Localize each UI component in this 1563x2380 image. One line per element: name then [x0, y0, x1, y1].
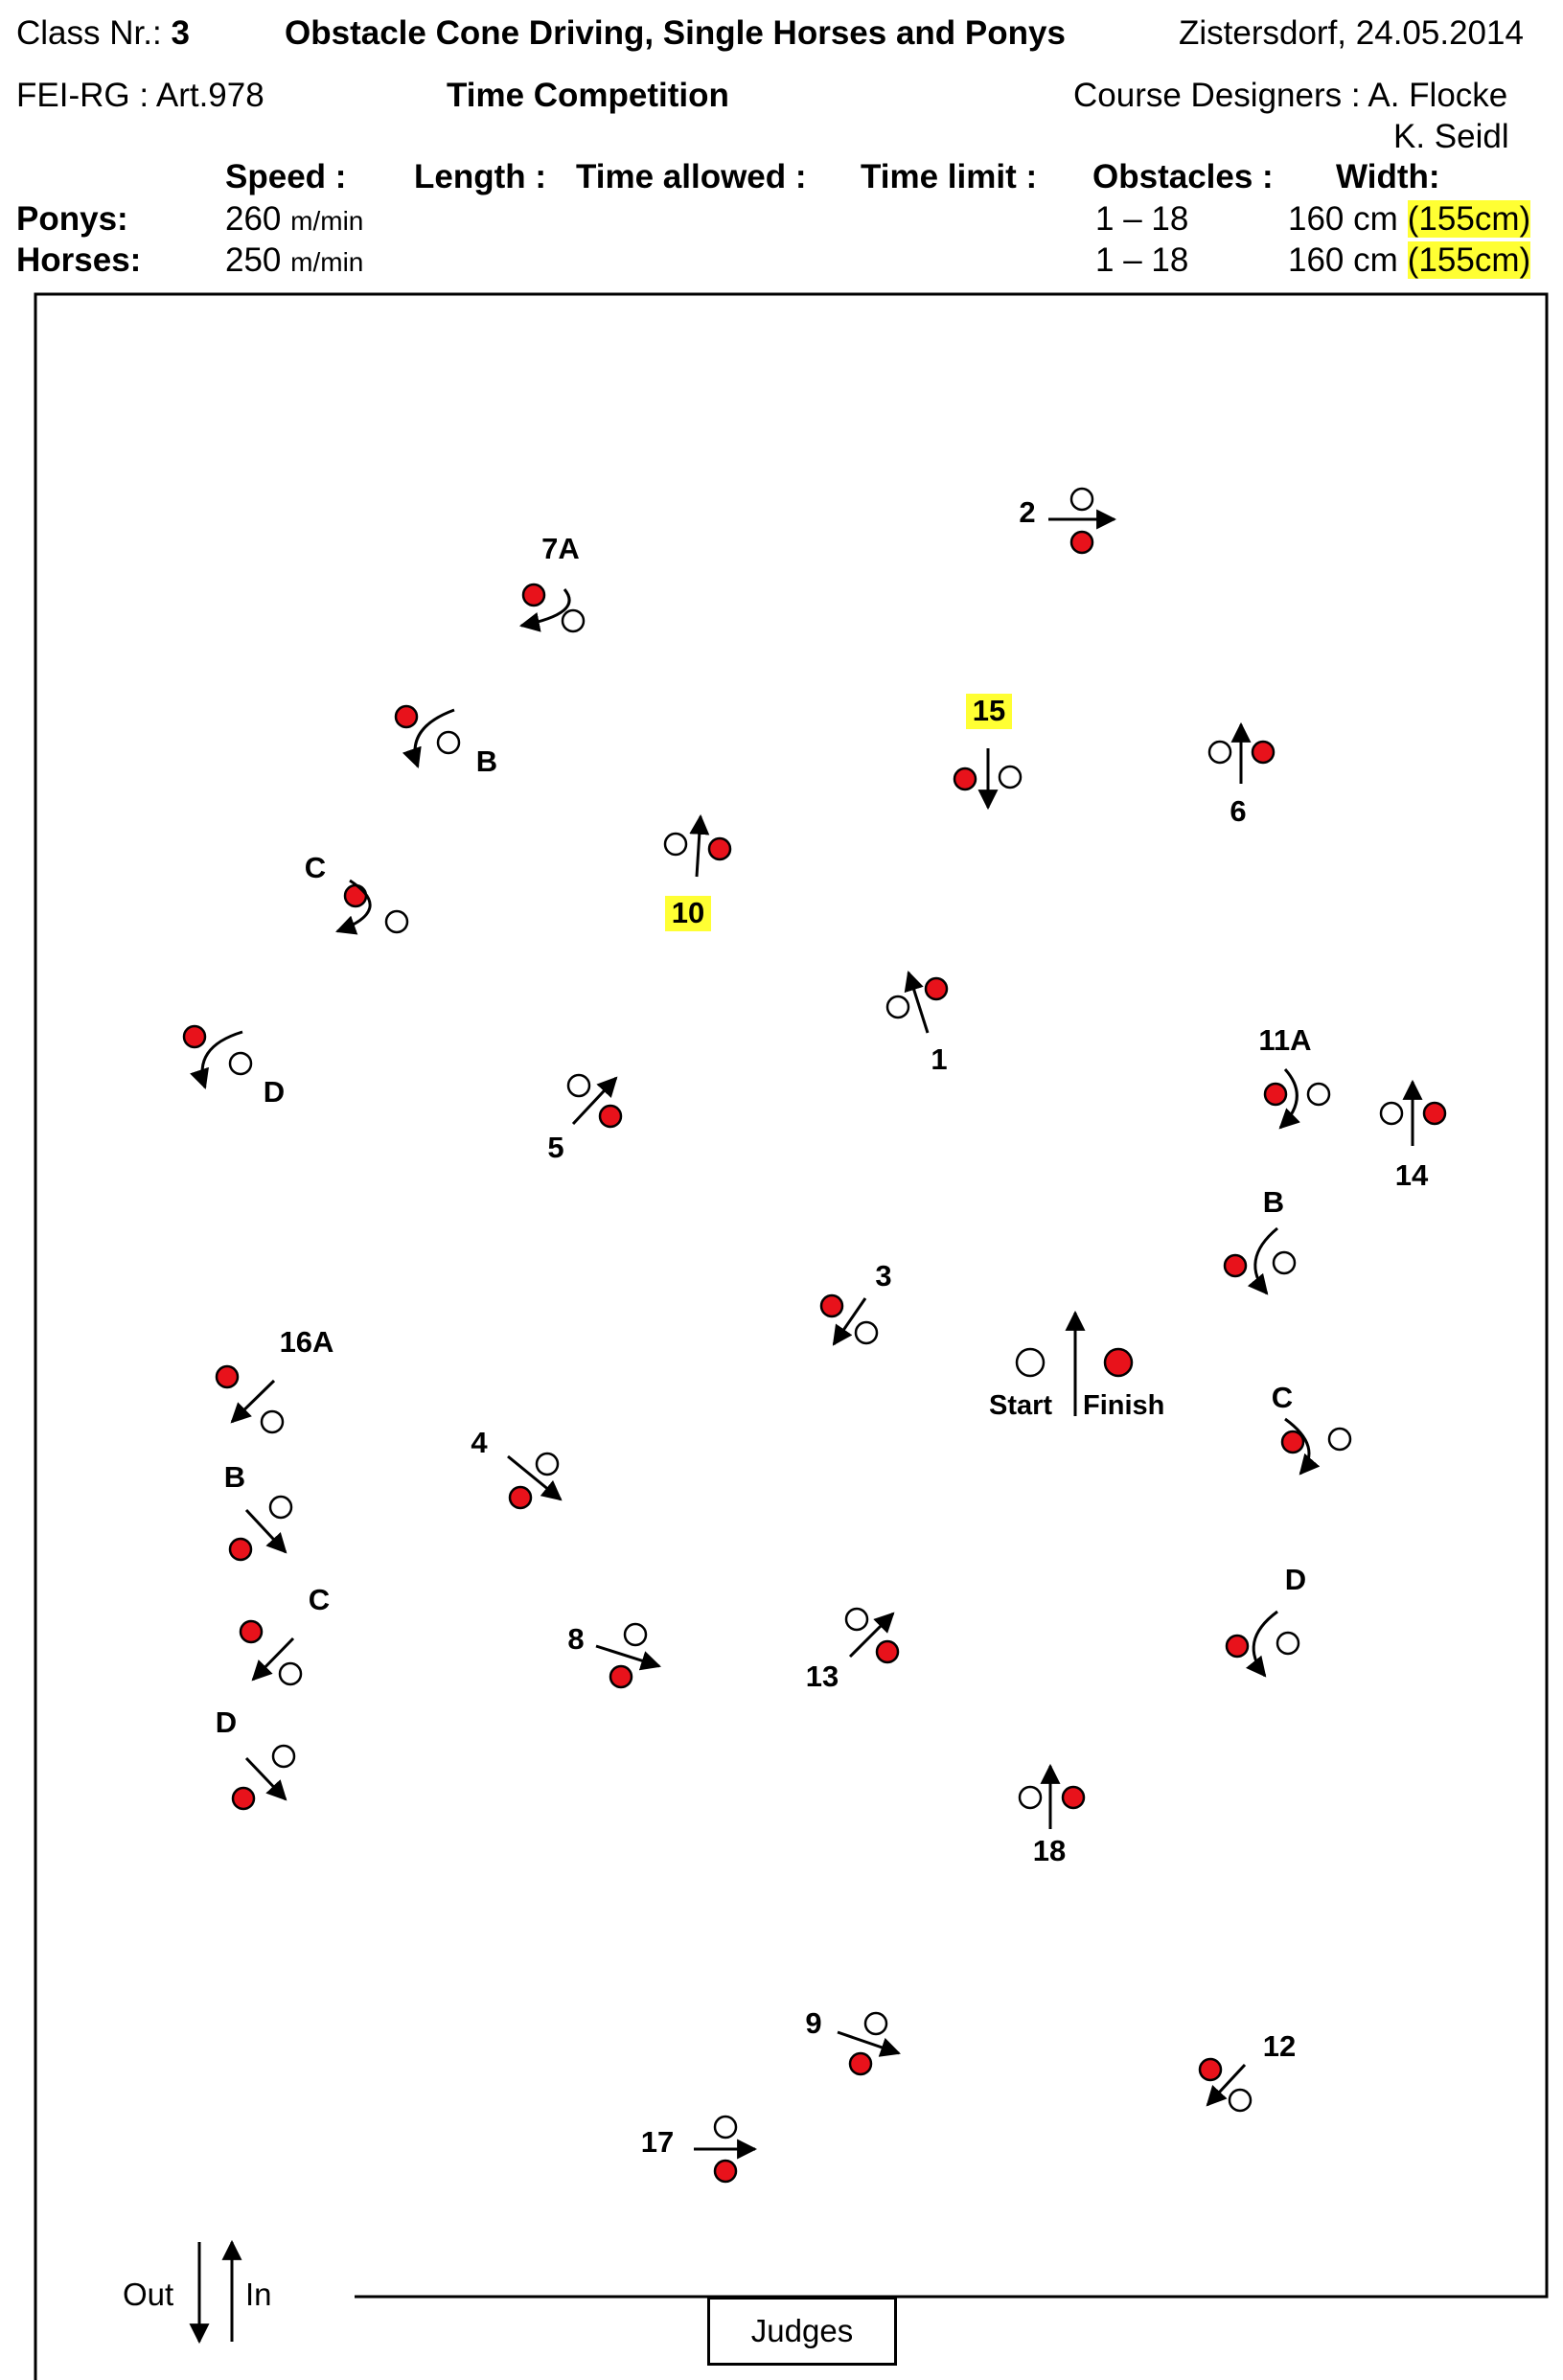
- obstacles-layer: [184, 489, 1445, 2182]
- obstacle-11b-label: B: [1262, 1185, 1285, 1219]
- obstacle-10-red-cone: [709, 838, 730, 859]
- obstacle-7c-white-cone: [386, 911, 407, 932]
- obstacle-6-label: 6: [1230, 794, 1247, 828]
- obstacle-14: [1381, 1082, 1445, 1192]
- obstacle-16d-label: D: [215, 1705, 238, 1739]
- obstacle-7b: [396, 706, 497, 778]
- obstacle-8-label: 8: [567, 1622, 585, 1656]
- obstacle-15-red-cone: [954, 768, 976, 790]
- obstacle-16c: [241, 1583, 330, 1684]
- obstacle-16c-red-cone: [241, 1621, 262, 1642]
- obstacle-8-direction-arrow: [596, 1646, 659, 1666]
- speed-header: Speed :: [225, 158, 347, 195]
- length-header: Length :: [414, 158, 547, 195]
- obstacle-16b-label: B: [223, 1460, 246, 1494]
- obstacle-4: [471, 1426, 561, 1508]
- obstacle-4-white-cone: [537, 1453, 558, 1475]
- obstacle-17: [641, 2117, 755, 2182]
- time-allowed-header: Time allowed :: [576, 158, 807, 195]
- obstacle-11c-label: C: [1271, 1381, 1294, 1414]
- obstacle-7b-red-cone: [396, 706, 417, 727]
- obstacle-16a-label: 16A: [279, 1325, 334, 1359]
- obstacle-7a-label: 7A: [541, 532, 580, 565]
- obstacle-11c: [1272, 1381, 1350, 1474]
- width-header: Width:: [1336, 158, 1440, 195]
- obstacle-16d: [216, 1705, 294, 1809]
- obstacle-15-label: 15: [972, 694, 1006, 727]
- obstacle-13: [806, 1609, 898, 1693]
- obstacle-14-label: 14: [1394, 1158, 1429, 1192]
- obstacle-7d-red-cone: [184, 1026, 205, 1047]
- obstacle-12-red-cone: [1200, 2059, 1221, 2080]
- obstacle-8: [567, 1622, 659, 1687]
- obstacle-6-red-cone: [1253, 742, 1274, 763]
- obstacle-11d-red-cone: [1227, 1636, 1248, 1657]
- class-label: Class Nr.:: [16, 14, 162, 52]
- obstacle-7a-red-cone: [523, 584, 544, 606]
- obstacle-16a-red-cone: [217, 1366, 238, 1387]
- obstacle-7c-red-cone: [345, 885, 366, 906]
- obstacle-8-white-cone: [625, 1624, 646, 1645]
- obstacle-8-red-cone: [610, 1666, 632, 1687]
- obstacle-1-white-cone: [887, 996, 908, 1018]
- place-date: Zistersdorf, 24.05.2014: [1179, 14, 1524, 52]
- obstacle-17-label: 17: [640, 2125, 675, 2159]
- obstacle-6: [1209, 724, 1274, 828]
- obstacle-7d: [184, 1026, 285, 1109]
- obstacle-11d-white-cone: [1277, 1633, 1299, 1654]
- time-limit-header: Time limit :: [861, 158, 1038, 195]
- obstacle-16b-white-cone: [270, 1497, 291, 1518]
- obstacle-1: [887, 973, 948, 1076]
- ponys-width-value: 160 cm: [1288, 200, 1398, 238]
- obstacle-2: [1019, 489, 1115, 553]
- obstacle-12-label: 12: [1262, 2029, 1297, 2063]
- obstacle-7a: [521, 532, 584, 631]
- obstacle-11b-white-cone: [1274, 1252, 1295, 1273]
- obstacle-16c-white-cone: [280, 1663, 301, 1684]
- obstacle-14-white-cone: [1381, 1103, 1402, 1124]
- obstacle-3-white-cone: [856, 1322, 877, 1343]
- obstacle-1-direction-arrow: [908, 973, 928, 1033]
- obstacle-2-label: 2: [1019, 495, 1036, 529]
- obstacle-16d-white-cone: [273, 1746, 294, 1767]
- ponys-label: Ponys:: [16, 200, 128, 238]
- designer-name-1: A. Flocke: [1368, 77, 1508, 114]
- competition-type: Time Competition: [447, 77, 729, 114]
- ponys-speed-value: 260: [225, 200, 282, 238]
- finish-label: Finish: [1083, 1390, 1165, 1421]
- out-label: Out: [123, 2277, 174, 2312]
- arena-boundary: [35, 294, 1547, 2380]
- obstacle-9-white-cone: [865, 2013, 886, 2034]
- obstacle-10-direction-arrow: [697, 816, 701, 877]
- obstacle-13-white-cone: [846, 1609, 867, 1630]
- obstacle-18-red-cone: [1063, 1787, 1084, 1808]
- obstacle-14-red-cone: [1424, 1103, 1445, 1124]
- horses-label: Horses:: [16, 241, 142, 279]
- obstacle-18-white-cone: [1020, 1787, 1041, 1808]
- obstacle-16d-red-cone: [233, 1788, 254, 1809]
- obstacle-7c: [305, 851, 407, 932]
- class-number: 3: [171, 14, 190, 52]
- obstacle-11a-white-cone: [1308, 1084, 1329, 1105]
- obstacles-header: Obstacles :: [1092, 158, 1274, 195]
- horses-speed-unit: m/min: [290, 247, 364, 277]
- obstacle-11d-label: D: [1284, 1563, 1307, 1596]
- obstacle-9-label: 9: [805, 2006, 822, 2040]
- obstacle-3-label: 3: [875, 1259, 892, 1293]
- judges-box: [707, 2297, 897, 2366]
- obstacle-9-direction-arrow: [838, 2032, 899, 2053]
- obstacle-11d-direction-arrow: [1253, 1612, 1277, 1676]
- obstacle-17-white-cone: [715, 2117, 736, 2138]
- out-in-gate: [123, 2242, 272, 2342]
- obstacle-16c-label: C: [308, 1583, 331, 1616]
- obstacle-2-red-cone: [1071, 532, 1092, 553]
- obstacle-18: [1020, 1766, 1084, 1867]
- in-label: In: [245, 2277, 272, 2312]
- obstacle-16a: [217, 1325, 333, 1432]
- obstacle-7a-white-cone: [563, 610, 584, 631]
- obstacle-11b: [1225, 1185, 1295, 1293]
- obstacle-3-red-cone: [821, 1295, 842, 1316]
- obstacle-15: [954, 694, 1021, 808]
- competition-title: Obstacle Cone Driving, Single Horses and Ponys: [285, 14, 1066, 52]
- designer-name-2: K. Seidl: [1393, 118, 1509, 155]
- obstacle-16a-white-cone: [262, 1411, 283, 1432]
- obstacle-16b-red-cone: [230, 1539, 251, 1560]
- obstacle-11c-white-cone: [1329, 1429, 1350, 1450]
- obstacle-13-red-cone: [877, 1641, 898, 1662]
- horses-width-value: 160 cm: [1288, 241, 1398, 279]
- obstacle-10-label: 10: [671, 896, 705, 929]
- obstacle-12: [1200, 2029, 1296, 2111]
- obstacle-7d-label: D: [263, 1075, 286, 1109]
- obstacle-11b-red-cone: [1225, 1255, 1246, 1276]
- obstacle-17-red-cone: [715, 2161, 736, 2182]
- start-finish-line: [989, 1313, 1164, 1421]
- obstacle-10: [665, 816, 730, 931]
- obstacle-12-white-cone: [1230, 2090, 1251, 2111]
- obstacle-4-label: 4: [471, 1426, 488, 1459]
- horses-obstacles: 1 – 18: [1095, 241, 1189, 279]
- obstacle-11a: [1258, 1023, 1329, 1128]
- start-label: Start: [989, 1390, 1053, 1421]
- designers-label: Course Designers :: [1073, 77, 1361, 114]
- obstacle-5-label: 5: [547, 1131, 564, 1164]
- rule-reference: FEI-RG : Art.978: [16, 77, 264, 114]
- ponys-width-alt: (155cm): [1407, 200, 1531, 238]
- obstacle-13-label: 13: [805, 1659, 839, 1693]
- obstacle-5-white-cone: [568, 1075, 589, 1096]
- horses-width-alt: (155cm): [1407, 241, 1531, 279]
- obstacle-3: [821, 1259, 892, 1344]
- obstacle-15-white-cone: [1000, 767, 1021, 788]
- obstacle-7d-white-cone: [230, 1053, 251, 1074]
- obstacle-7b-label: B: [475, 744, 498, 778]
- obstacle-2-white-cone: [1071, 489, 1092, 510]
- obstacle-1-label: 1: [931, 1042, 948, 1076]
- obstacle-11a-red-cone: [1265, 1084, 1286, 1105]
- horses-speed-value: 250: [225, 241, 282, 279]
- obstacle-7c-label: C: [304, 851, 327, 884]
- obstacle-9: [805, 2006, 899, 2074]
- obstacle-9-red-cone: [850, 2053, 871, 2074]
- obstacle-5: [547, 1075, 621, 1164]
- obstacle-6-white-cone: [1209, 742, 1230, 763]
- finish-cone: [1105, 1349, 1132, 1376]
- obstacle-10-white-cone: [665, 834, 686, 855]
- obstacle-11a-label: 11A: [1258, 1023, 1312, 1057]
- ponys-obstacles: 1 – 18: [1095, 200, 1189, 238]
- obstacle-5-red-cone: [600, 1106, 621, 1127]
- obstacle-7b-white-cone: [438, 732, 459, 753]
- obstacle-1-red-cone: [926, 978, 947, 999]
- obstacle-18-label: 18: [1032, 1834, 1067, 1867]
- start-cone: [1017, 1349, 1044, 1376]
- judges-label: Judges: [750, 2313, 854, 2348]
- ponys-speed-unit: m/min: [290, 206, 364, 236]
- obstacle-4-red-cone: [510, 1487, 531, 1508]
- obstacle-11d: [1227, 1563, 1306, 1676]
- obstacle-16b: [224, 1460, 291, 1560]
